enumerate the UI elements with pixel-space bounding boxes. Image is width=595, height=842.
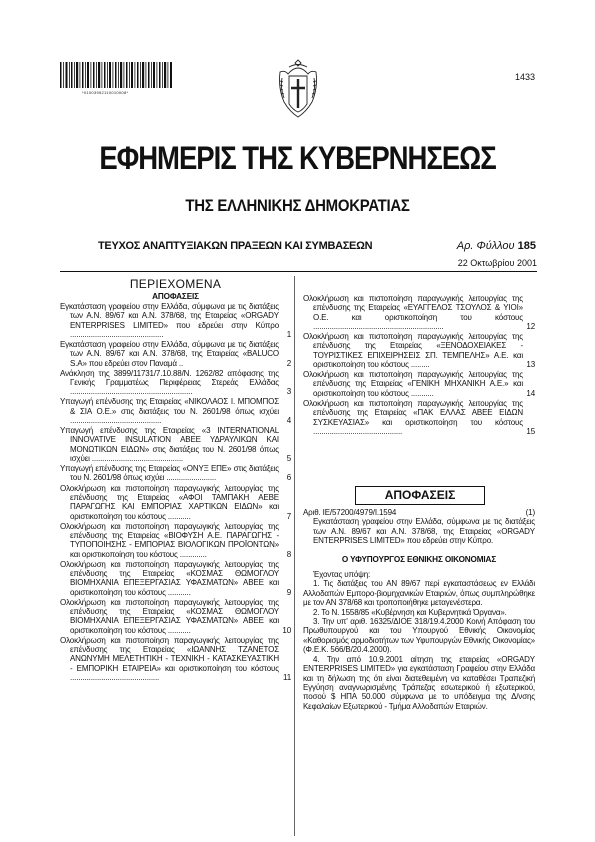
sheet-number-value: 185 [517, 240, 536, 252]
contents-entry-text: Ολοκλήρωση και πιστοποίηση παραγωγικής λειτουργίας της επένδυσης της Εταιρείας «ΕΥΑΓΓΕΛΟΣ ΤΣΟΥΛΟΣ & ΥΙΟΙ» Ο.Ε. και οριστικοποίηση του κόστους ............................................................... [303, 294, 523, 332]
contents-entry-text: Ολοκλήρωση και πιστοποίηση παραγωγικής λειτουργίας της επένδυσης της Εταιρείας «ΙΩΑΝΝΗΣ ΤΖΑΝΕΤΟΣ ΑΝΩΝΥΜΗ ΜΕΛΕΤΗΤΙΚΗ - ΤΕΧΝΙΚΗ - ΚΑΤΑΣΚΕΥΑΣΤΙΚΗ - ΕΜΠΟΡΙΚΗ ΕΤΑΙΡΕΙΑ» και οριστικοποίηση του κόστους ........................................... [60, 635, 279, 683]
gazette-title: ΕΦΗΜΕΡΙΣ ΤΗΣ ΚΥΒΕΡΝΗΣΕΩΣ [99, 140, 496, 176]
decision-body [303, 508, 535, 711]
page-number: 1433 [514, 72, 535, 82]
decision-intro: Έχοντας υπόψη: [313, 570, 371, 580]
contents-entry [60, 397, 291, 425]
contents-entry-page: 11 [282, 673, 291, 683]
contents-entry [60, 598, 291, 635]
contents-heading: ΠΕΡΙΕΧΟΜΕΝΑ [129, 277, 222, 291]
contents-entry-page: 5 [286, 454, 291, 464]
barcode-number: *01003952110010008* [82, 90, 129, 95]
decision-paragraph: 1. Τις διατάξεις του ΑΝ 89/67 περί εγκαταστάσεως εν Ελλάδι Αλλοδαπών Εμπορο-βιομηχανικών Εταιριών, όπως συμπληρώθηκε με τον ΑΝ 378/68 και τροποποιήθηκε μεταγενέστερα. [303, 579, 535, 608]
contents-entry [60, 369, 291, 397]
contents-entry [303, 294, 535, 331]
contents-entry-page: 7 [286, 511, 291, 521]
contents-entry [60, 302, 291, 339]
column-divider [294, 276, 295, 836]
contents-entry [60, 636, 291, 683]
minister-heading: Ο ΥΦΥΠΟΥΡΓΟΣ ΕΘΝΙΚΗΣ ΟΙΚΟΝΟΜΙΑΣ [341, 554, 497, 564]
contents-entry-page: 15 [526, 426, 535, 436]
contents-entry-text: Ολοκλήρωση και πιστοποίηση παραγωγικής λειτουργίας της επένδυσης της Εταιρείας «ΓΕΝΙΚΗ ΜΗΧΑΝΙΚΗ Α.Ε.» και οριστικοποίηση του κόστους ........... [303, 370, 523, 398]
contents-entry-page: 14 [526, 388, 535, 398]
contents-entry-page: 8 [286, 549, 291, 559]
contents-entry-text: Εγκατάσταση γραφείου στην Ελλάδα, σύμφωνα με τις διατάξεις των Α.Ν. 89/67 και Α.Ν. 378/68, της Εταιρείας «ORGADY ENTERPRISES LIMITED» που εδρεύει στην Κύπρο ............................................. [60, 301, 279, 339]
contents-entry [60, 340, 291, 368]
contents-entry [60, 560, 291, 597]
decision-reference: Αριθ. ΙΕ/57200/4979/Ι.1594 [303, 508, 397, 517]
contents-entry-page: 6 [286, 473, 291, 483]
greek-coat-of-arms-icon [275, 58, 321, 120]
contents-entry [60, 426, 291, 463]
contents-entry-text: Ολοκλήρωση και πιστοποίηση παραγωγικής λειτουργίας της επένδυσης της Εταιρείας «ΚΟΣΜΑΣ ΘΩΜΟΓΛΟΥ ΒΙΟΜΗΧΑΝΙΑ ΕΠΕΞΕΡΓΑΣΙΑΣ ΥΦΑΣΜΑΤΩΝ» ΑΒΕΕ και οριστικοποίηση του κόστους ........... [60, 559, 279, 597]
contents-entry-page: 3 [286, 387, 291, 397]
contents-entry-text: Ολοκλήρωση και πιστοποίηση παραγωγικής λειτουργίας της επένδυσης της Εταιρείας «ΒΙΟΦΥΣΗ Α.Ε. ΠΑΡΑΓΩΓΗΣ - ΤΥΠΟΠΟΙΗΣΗΣ - ΕΜΠΟΡΙΑΣ ΒΙΟΛΟΓΙΚΩΝ ΠΡΟΪΟΝΤΩΝ» και οριστικοποίηση του κόστους ............. [60, 521, 279, 559]
gazette-subtitle: ΤΗΣ ΕΛΛΗΝΙΚΗΣ ΔΗΜΟΚΡΑΤΙΑΣ [185, 196, 410, 215]
contents-entry-text: Ανάκληση της 3899/11731/7.10.88/Ν. 1262/82 απόφασης της Γενικής Γραμματέως Περιφέρειας Στερεάς Ελλάδας ........................................................... [60, 368, 279, 397]
decision-summary: Εγκατάσταση γραφείου στην Ελλάδα, σύμφωνα με τις διατάξεις των Α.Ν. 89/67 και Α.Ν. 378/68, της Εταιρείας «ORGADY ENTERPRISES LIMITED» που εδρεύει στην Κύπρο. [313, 517, 535, 546]
barcode [60, 62, 172, 88]
contents-entry-text: Ολοκλήρωση και πιστοποίηση παραγωγικής λειτουργίας της επένδυσης της Εταιρείας «ΚΟΣΜΑΣ ΘΩΜΟΓΛΟΥ ΒΙΟΜΗΧΑΝΙΑ ΕΠΕΞΕΡΓΑΣΙΑΣ ΥΦΑΣΜΑΤΩΝ» ΑΒΕΕ και οριστικοποίηση του κόστους ........... [60, 597, 279, 635]
contents-entry-page: 2 [286, 358, 291, 368]
contents-entry-text: Ολοκλήρωση και πιστοποίηση παραγωγικής λειτουργίας της επένδυσης της Εταιρείας «ΑΦΟΙ ΤΑΜΠΑΚΗ ΑΕΒΕ ΠΑΡΑΓΩΓΗΣ ΚΑΙ ΕΜΠΟΡΙΑΣ ΧΑΡΤΙΚΩΝ ΕΙΔΩΝ» και οριστικοποίηση του κόστους ........... [60, 483, 279, 521]
contents-entry-text: Εγκατάσταση γραφείου στην Ελλάδα, σύμφωνα με τις διατάξεις των Α.Ν. 89/67 και Α.Ν. 378/68, της Εταιρείας «BALUCO S.A» που εδρεύει στον Παναμά .. [60, 339, 279, 368]
contents-subheading: ΑΠΟΦΑΣΕΙΣ [152, 292, 199, 301]
contents-entry-text: Ολοκλήρωση και πιστοποίηση παραγωγικής λειτουργίας της επένδυσης της Εταιρείας «ΠΑΚ ΕΛΛΑΣ ΑΒΕΕ ΕΙΔΩΝ ΣΥΣΚΕΥΑΣΙΑΣ» και οριστικοποίηση του κόστους ........................................... [303, 398, 523, 436]
decision-paragraph: 4. Την από 10.9.2001 αίτηση της εταιρείας «ORGADY ENTERPRISES LIMITED» για εγκατάσταση Γραφείου στην Ελλάδα και τη δήλωση της ότι είναι διατεθειμένη να καταθέσει Τραπεζική Εγγύηση αναγνωρισμένης Τράπεζας εσωτερικού ή εξωτερικού, ποσού $ ΗΠΑ 50.000 σύμφωνα με το υπόδειγμα της Δ/νσης Κεφαλαίων Εξωτερικού - Τμήμα Αλλοδαπών Εταιριών. [303, 654, 535, 711]
contents-entry [303, 370, 535, 398]
contents-entry-page: 13 [526, 360, 535, 370]
issue-date: 22 Οκτωβρίου 2001 [457, 258, 537, 268]
contents-entry-page: 1 [286, 329, 291, 339]
contents-entry-text: Ολοκλήρωση και πιστοποίηση παραγωγικής λειτουργίας της επένδυσης της Εταιρείας «ΞΕΝΟΔΟΧΕΙΑΚΕΣ - ΤΟΥΡΙΣΤΙΚΕΣ ΕΠΙΧΕΙΡΗΣΕΙΣ ΣΠ. ΤΕΜΠΕΛΗΣ» Α.Ε. και οριστικοποίηση του κόστους ......... [303, 332, 523, 370]
contents-left-column [60, 292, 291, 683]
contents-entry-page: 10 [282, 625, 291, 635]
contents-entry [60, 464, 291, 483]
sheet-number [430, 240, 536, 252]
series-title: ΤΕΥΧΟΣ ΑΝΑΠΤΥΞΙΑΚΩΝ ΠΡΑΞΕΩΝ ΚΑΙ ΣΥΜΒΑΣΕΩΝ [98, 240, 373, 252]
decision-paragraph: 3. Την υπ' αριθ. 16325/ΔΙΟΕ 318/19.4.2000 Κοινή Απόφαση του Πρωθυπουργού και του Υπουργού Εθνικής Οικονομίας «Καθορισμός αρμοδιοτήτων των Υφυπουργών Εθνικής Οικονομίας» (Φ.Ε.Κ. 566/Β/20.4.2000). [303, 617, 535, 655]
contents-entry-text: Υπαγωγή επένδυσης της Εταιρείας «ΟΝΥΞ ΕΠΕ» στις διατάξεις του Ν. 2601/98 όπως ισχύει ........................ [60, 464, 279, 483]
decisions-heading: ΑΠΟΦΑΣΕΙΣ [355, 486, 485, 505]
contents-entry [303, 332, 535, 369]
decision-ref-number: (1) [525, 508, 535, 517]
contents-entry [60, 484, 291, 521]
decision-paragraph: 2. Το Ν. 1558/85 «Κυβέρνηση και Κυβερνητικά Όργανα». [313, 607, 507, 617]
decision-ref-line [303, 508, 535, 517]
contents-entry-text: Υπαγωγή επένδυσης της Εταιρείας «3 INTERNATIONAL INNOVATIVE INSULATION ΑΒΕΕ ΥΔΡΑΥΛΙΚΩΝ ΚΑΙ ΜΟΝΩΤΙΚΩΝ ΕΙΔΩΝ» στις διατάξεις του Ν. 2601/98 όπως ισχύει ............................................ [60, 426, 279, 464]
header-rule [60, 271, 537, 272]
contents-entry-page: 4 [286, 416, 291, 426]
contents-entry [60, 522, 291, 559]
sheet-label: Αρ. Φύλλου [456, 240, 515, 252]
contents-entry [303, 399, 535, 436]
contents-right-column [303, 294, 535, 437]
contents-entry-page: 12 [526, 322, 535, 332]
contents-entry-page: 9 [286, 587, 291, 597]
contents-entry-text: Υπαγωγή επένδυσης της Εταιρείας «ΝΙΚΟΛΑΟΣ Ι. ΜΠΟΜΠΟΣ & ΣΙΑ Ο.Ε.» στις διατάξεις του Ν. 2601/98 όπως ισχύει ............................................ [60, 397, 279, 426]
